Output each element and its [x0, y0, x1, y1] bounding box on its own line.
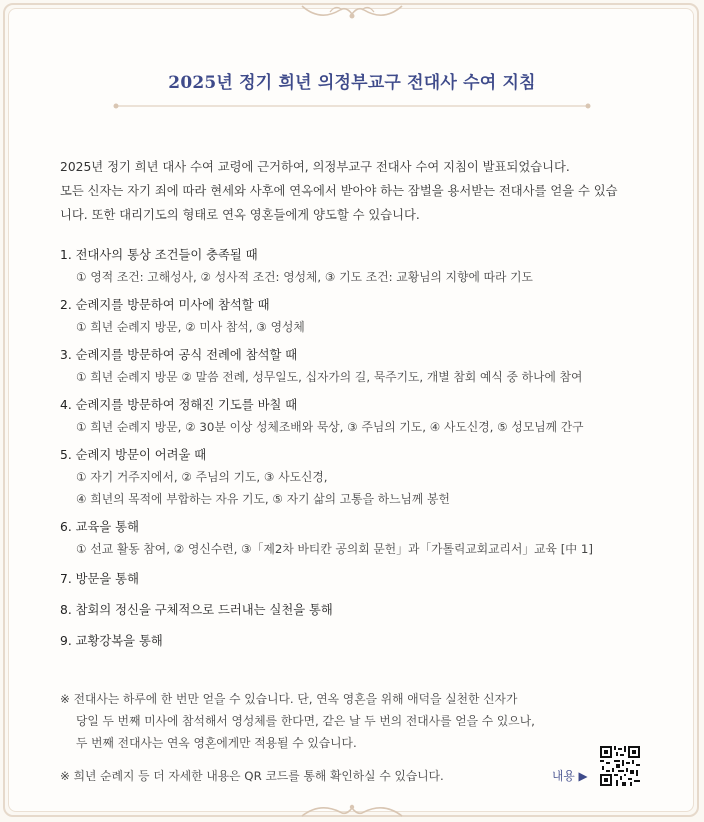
note-line: 당일 두 번째 미사에 참석해서 영성체를 한다면, 같은 날 두 번의 전대사를 얻을 수 있으나, [76, 714, 535, 728]
intro-line: 2025년 정기 희년 대사 수여 교령에 근거하여, 의정부교구 전대사 수여 지침이 발표되었습니다. [60, 160, 570, 174]
top-ornament-icon [300, 0, 404, 26]
list-item-heading: 9. 교황강복을 통해 [60, 634, 163, 648]
intro-line: 모든 신자는 자기 죄에 따라 현세와 사후에 연옥에서 받아야 하는 잠벌을 용서받는 전대사를 얻을 수 있습 [60, 184, 618, 198]
list-item-heading: 5. 순례지 방문이 어려울 때 [60, 448, 207, 462]
list-item-detail: ① 희년 순례지 방문 ② 말씀 전례, 성무일도, 십자가의 길, 묵주기도, 개별 참회 예식 중 하나에 참여 [76, 370, 583, 384]
intro-line: 니다. 또한 대리기도의 형태로 연옥 영혼들에게 양도할 수 있습니다. [60, 208, 420, 222]
notes-block [60, 688, 680, 754]
qr-code-icon[interactable] [600, 746, 640, 786]
list-item [60, 568, 660, 590]
list-item [60, 244, 660, 288]
list-item [60, 344, 660, 388]
list-item-detail: ① 자기 거주지에서, ② 주님의 기도, ③ 사도신경, [76, 470, 328, 484]
list-item-detail: ① 영적 조건: 고해성사, ② 성사적 조건: 영성체, ③ 기도 조건: 교황님의 지향에 따라 기도 [76, 270, 533, 284]
bottom-ornament-icon [300, 802, 404, 822]
list-item [60, 516, 660, 560]
list-item-heading: 2. 순례지를 방문하여 미사에 참석할 때 [60, 298, 270, 312]
list-item-heading: 8. 참회의 정신을 구체적으로 드러내는 실천을 통해 [60, 603, 333, 617]
list-item [60, 394, 660, 438]
list-item-heading: 1. 전대사의 통상 조건들이 충족될 때 [60, 248, 258, 262]
qr-note: ※ 희년 순례지 등 더 자세한 내용은 QR 코드를 통해 확인하실 수 있습니다. [60, 769, 444, 783]
list-item-detail: ④ 희년의 목적에 부합하는 자유 기도, ⑤ 자기 삶의 고통을 하느님께 봉헌 [76, 492, 450, 506]
list-item [60, 294, 660, 338]
list-item [60, 599, 660, 621]
page-title: 2025년 정기 희년 의정부교구 전대사 수여 지침 [168, 73, 536, 93]
conditions-list [60, 244, 660, 652]
list-item-detail: ① 희년 순례지 방문, ② 미사 참석, ③ 영성체 [76, 320, 305, 334]
intro-paragraph [60, 155, 650, 227]
list-item [60, 444, 660, 510]
list-item-heading: 4. 순례지를 방문하여 정해진 기도를 바칠 때 [60, 398, 298, 412]
list-item-detail: ① 선교 활동 참여, ② 영신수련, ③「제2차 바티칸 공의회 문헌」과「가톨릭교회교리서」교육 [中 1] [76, 542, 593, 556]
note-line: 두 번째 전대사는 연옥 영혼에게만 적용될 수 있습니다. [76, 736, 357, 750]
list-item-heading: 6. 교육을 통해 [60, 520, 139, 534]
more-info-link[interactable]: 내용 ▶ [552, 769, 588, 783]
list-item-heading: 3. 순례지를 방문하여 공식 전례에 참석할 때 [60, 348, 298, 362]
title-divider-icon [112, 100, 592, 112]
list-item-heading: 7. 방문을 통해 [60, 572, 139, 586]
note-line: ※ 전대사는 하루에 한 번만 얻을 수 있습니다. 단, 연옥 영혼을 위해 애덕을 실천한 신자가 [60, 692, 518, 706]
list-item [60, 630, 660, 652]
list-item-detail: ① 희년 순례지 방문, ② 30분 이상 성체조배와 묵상, ③ 주님의 기도, ④ 사도신경, ⑤ 성모님께 간구 [76, 420, 584, 434]
